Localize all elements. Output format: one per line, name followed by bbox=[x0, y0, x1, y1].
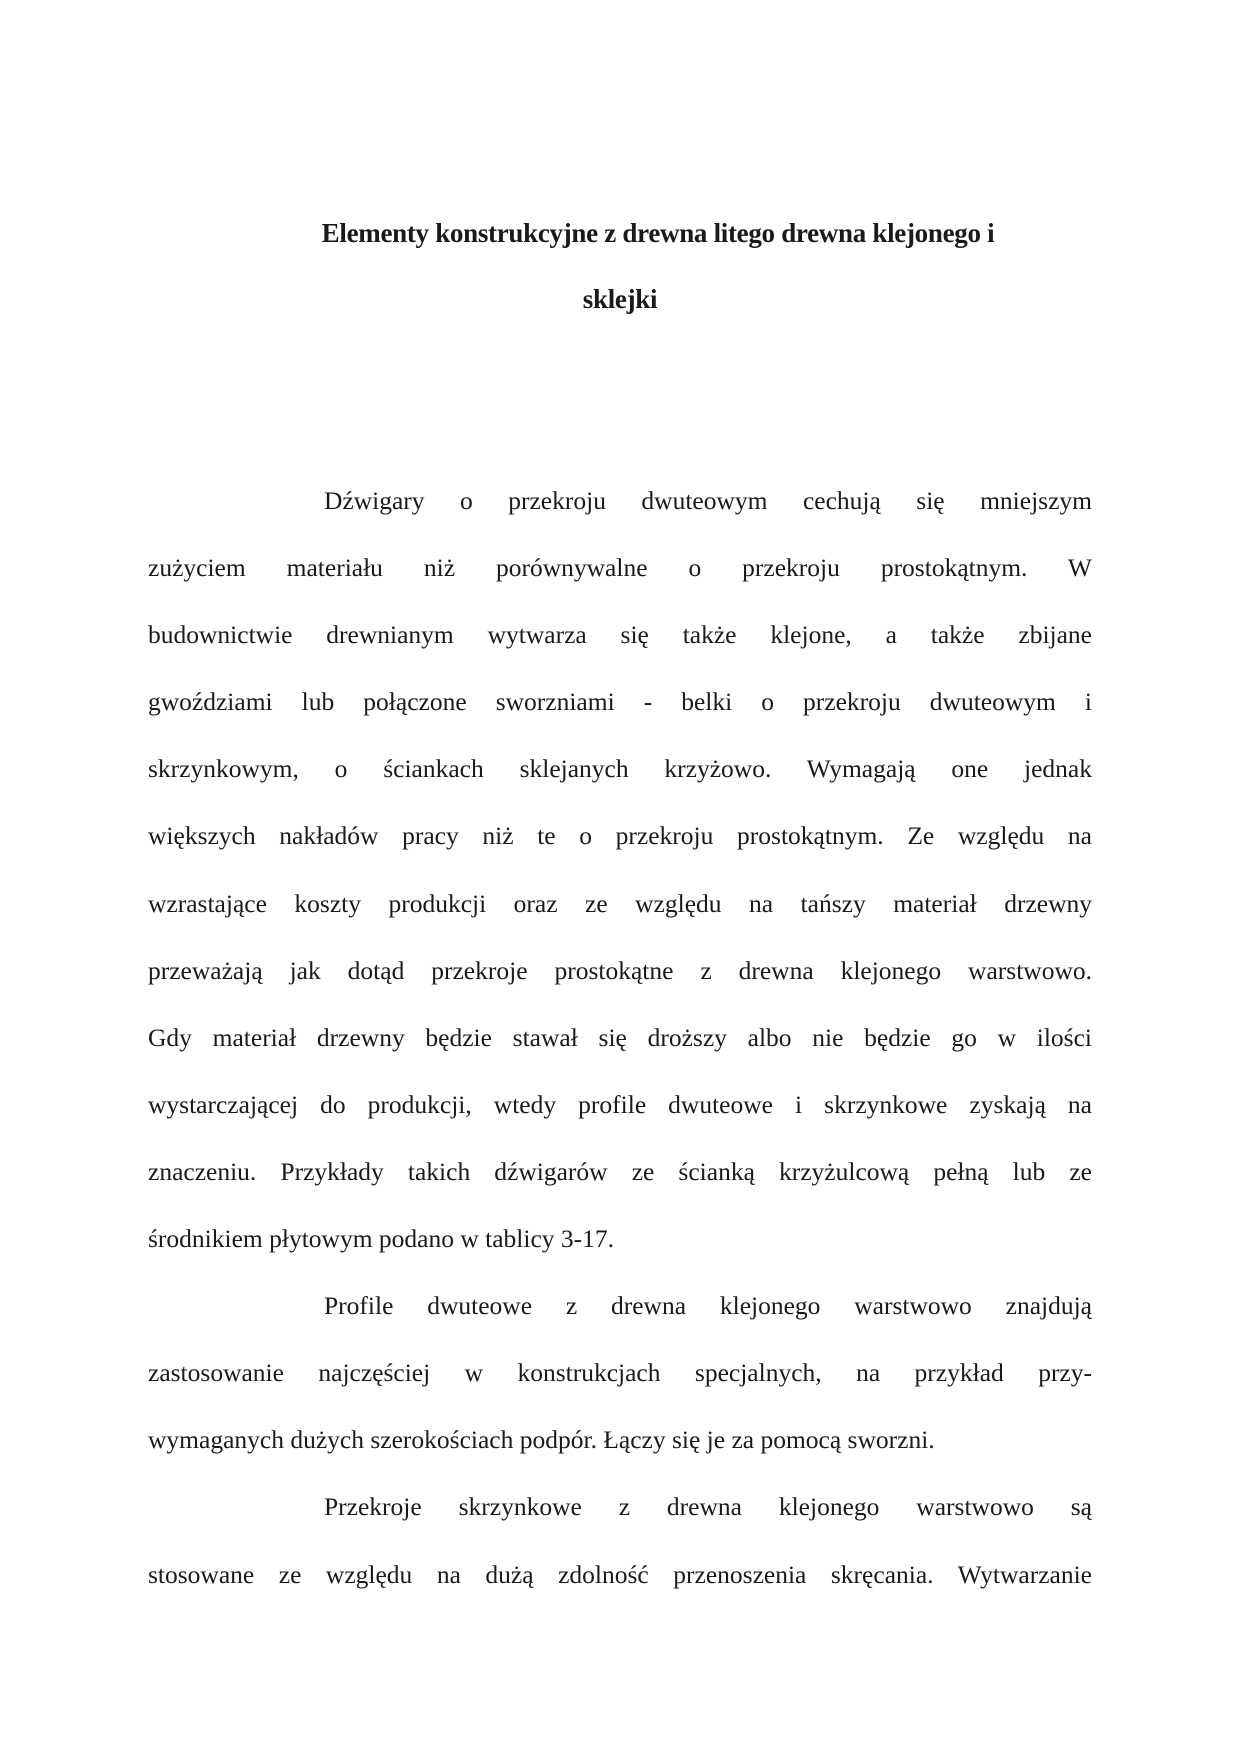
text-line: gwoździami lub połączone sworzniami - belki o przekroju dwuteowym i bbox=[148, 687, 1092, 717]
document-body bbox=[148, 467, 1092, 1608]
text-line: Profile dwuteowe z drewna klejonego warstwowo znajdują bbox=[324, 1291, 1092, 1321]
text-line: Dźwigary o przekroju dwuteowym cechują się mniejszym bbox=[324, 486, 1092, 515]
text-line: Gdy materiał drzewny będzie stawał się droższy albo nie będzie go w ilości bbox=[148, 1022, 1092, 1052]
paragraph-2 bbox=[148, 1272, 1092, 1473]
text-line: Przekroje skrzynkowe z drewna klejonego warstwowo są bbox=[324, 1492, 1092, 1522]
text-line: skrzynkowym, o ściankach sklejanych krzyżowo. Wymagają one jednak bbox=[148, 754, 1092, 784]
text-line: wymaganych dużych szerokościach podpór. Łączy się je za pomocą sworzni. bbox=[148, 1425, 935, 1455]
text-line: wzrastające koszty produkcji oraz ze względu na tańszy materiał drzewny bbox=[148, 888, 1092, 918]
text-line: znaczeniu. Przykłady takich dźwigarów ze ścianką krzyżulcową pełną lub ze bbox=[148, 1156, 1092, 1186]
text-line: przeważają jak dotąd przekroje prostokątne z drewna klejonego warstwowo. bbox=[148, 955, 1092, 985]
text-line: zastosowanie najczęściej w konstrukcjach specjalnych, na przykład przy- bbox=[148, 1358, 1092, 1388]
text-line: wystarczającej do produkcji, wtedy profile dwuteowe i skrzynkowe zyskają na bbox=[148, 1089, 1092, 1119]
text-line: środnikiem płytowym podano w tablicy 3-17. bbox=[148, 1224, 615, 1254]
paragraph-3 bbox=[148, 1473, 1092, 1607]
text-line: stosowane ze względu na dużą zdolność przenoszenia skręcania. Wytwarzanie bbox=[148, 1559, 1092, 1589]
text-line: zużyciem materiału niż porównywalne o przekroju prostokątnym. W bbox=[148, 553, 1092, 583]
text-line: większych nakładów pracy niż te o przekroju prostokątnym. Ze względu na bbox=[148, 821, 1092, 851]
paragraph-1 bbox=[148, 467, 1092, 1272]
document-title-line-1: Elementy konstrukcyjne z drewna litego drewna klejonego i bbox=[321, 218, 995, 248]
text-line: budownictwie drewnianym wytwarza się także klejone, a także zbijane bbox=[148, 620, 1092, 650]
document-title-line-2: sklejki bbox=[582, 284, 658, 314]
